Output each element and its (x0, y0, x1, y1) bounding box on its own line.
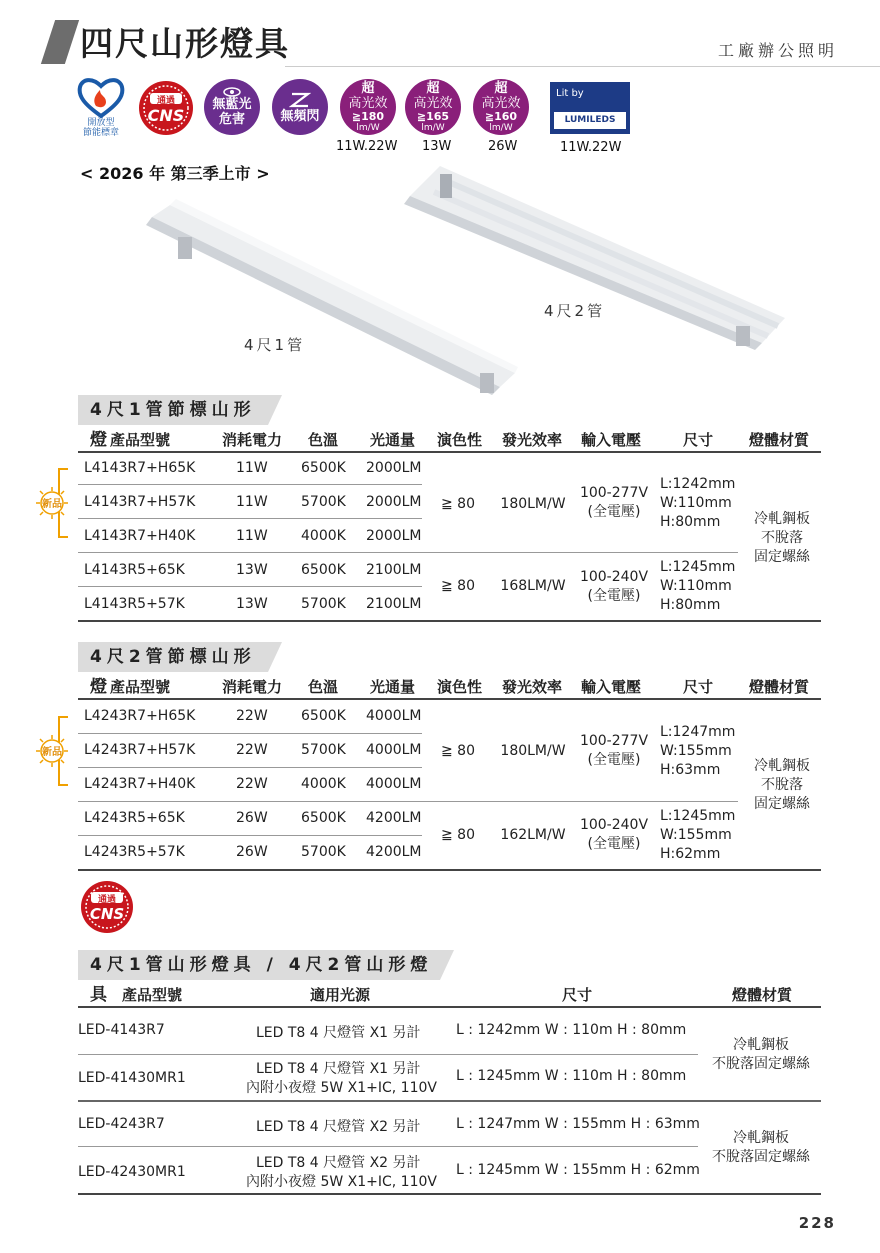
voltage-b: 100-240V (579, 569, 649, 585)
cri-b: ≧ 80 (441, 578, 475, 594)
efficacy-line2: 高光效 (413, 96, 453, 111)
size-a-l: L:1242mm (660, 476, 736, 492)
power: 13W (236, 562, 268, 578)
efficacy-caption-1: 11W.22W (336, 139, 398, 154)
size-b-h: H:62mm (660, 846, 721, 862)
size-a-h: H:63mm (660, 762, 721, 778)
efficacy-caption-2: 13W (422, 139, 452, 154)
page-header (0, 0, 880, 70)
energy-label-badge (76, 76, 126, 138)
no-blue-light-badge (204, 79, 260, 135)
size-a-l: L:1247mm (660, 724, 736, 740)
efficacy-line1: 超 (426, 81, 440, 96)
power: 26W (236, 844, 268, 860)
col-size: 尺寸 (683, 431, 714, 449)
launch-date: < 2026 年 第三季上市 > (80, 164, 270, 183)
one-tube-label: 4尺1管 (244, 336, 306, 354)
lumen: 4200LM (366, 844, 422, 860)
cns-text: CNS (89, 905, 125, 923)
col-power: 消耗電力 (222, 678, 283, 696)
new-product-label: 新品 (42, 499, 62, 510)
efficacy-line3: ≧160 (484, 110, 518, 123)
eye-icon (223, 87, 241, 97)
row-divider (78, 1054, 698, 1055)
power: 22W (236, 776, 268, 792)
model: L4143R7+H65K (84, 460, 196, 476)
power: 26W (236, 810, 268, 826)
model: LED-42430MR1 (78, 1164, 186, 1180)
row-divider (78, 484, 422, 485)
model: L4243R7+H65K (84, 708, 196, 724)
table2-bottom-rule (78, 869, 821, 871)
voltage-b: 100-240V (579, 817, 649, 833)
energy-label-line1: 開放型 (87, 118, 115, 128)
lumen: 2000LM (366, 528, 422, 544)
material-b-2: 不脫落固定螺絲 (712, 1149, 810, 1165)
cct: 5700K (301, 742, 346, 758)
col-model: 產品型號 (110, 431, 171, 449)
group-divider (78, 801, 738, 802)
model: L4243R7+H57K (84, 742, 196, 758)
lumen: 4000LM (366, 742, 422, 758)
cct: 6500K (301, 708, 346, 724)
new-product-burst (36, 487, 68, 519)
model: L4143R5+57K (84, 596, 185, 612)
voltage-note-b: (全電壓) (587, 588, 641, 604)
row-divider (78, 518, 422, 519)
lumen: 4000LM (366, 776, 422, 792)
cct: 6500K (301, 460, 346, 476)
power: 11W (236, 528, 268, 544)
table1-header (78, 427, 821, 453)
model: LED-4143R7 (78, 1022, 165, 1038)
table1 (78, 427, 821, 627)
no-flicker-text: 無頻閃 (280, 108, 320, 124)
col-cct: 色溫 (308, 431, 339, 449)
lumen: 4200LM (366, 810, 422, 826)
size-b-l: L:1245mm (660, 808, 736, 824)
energy-label-line2: 節能標章 (82, 128, 119, 138)
model: L4243R7+H40K (84, 776, 196, 792)
table2-header (78, 674, 821, 700)
size-a-w: W:110mm (660, 495, 732, 511)
material-2: 不脫落 (761, 777, 803, 793)
size-a-h: H:80mm (660, 514, 721, 530)
efficacy-line1: 超 (494, 81, 508, 96)
cct: 5700K (301, 596, 346, 612)
size-b-w: W:155mm (660, 827, 732, 843)
efficacy-line2: 高光效 (481, 96, 521, 111)
model: L4143R5+65K (84, 562, 185, 578)
efficacy-line3: ≧180 (351, 110, 385, 123)
size-b-l: L:1245mm (660, 559, 736, 575)
size: L : 1245mm W : 155mm H : 62mm (456, 1162, 700, 1178)
material-1: 冷軋鋼板 (754, 511, 810, 527)
material-3: 固定螺絲 (754, 549, 810, 565)
title-accent-bar (41, 20, 79, 64)
cri-a: ≧ 80 (441, 743, 475, 759)
col-lumen: 光通量 (370, 678, 416, 696)
source: LED T8 4 尺燈管 X1 另計 (256, 1025, 421, 1041)
efficacy-line3: ≧165 (416, 110, 450, 123)
group-divider (78, 1100, 821, 1102)
table3-title: 4尺1管山形燈具 / 4尺2管山形燈具 (78, 950, 440, 980)
power: 22W (236, 742, 268, 758)
efficacy-caption-3: 26W (488, 139, 518, 154)
source: LED T8 4 尺燈管 X2 另計 (256, 1119, 421, 1135)
cct: 6500K (301, 810, 346, 826)
col-source: 適用光源 (310, 986, 371, 1004)
cct: 4000K (301, 776, 346, 792)
model: L4143R7+H40K (84, 528, 196, 544)
efficacy-line1: 超 (361, 81, 375, 96)
material-a-1: 冷軋鋼板 (733, 1037, 789, 1053)
lumileds-badge (550, 82, 630, 134)
cns-text: CNS (147, 106, 185, 125)
lumen: 2000LM (366, 494, 422, 510)
efficacy-unit: lm/W (421, 123, 445, 133)
voltage-note-a: (全電壓) (587, 504, 641, 520)
cns-badge (138, 80, 194, 136)
no-flicker-badge (272, 79, 328, 135)
material-2: 不脫落 (761, 530, 803, 546)
cns-pass-text: 通過 (156, 96, 175, 106)
col-material: 燈體材質 (732, 986, 793, 1004)
efficacy-a: 180LM/W (500, 743, 566, 759)
col-efficacy: 發光效率 (502, 678, 563, 696)
cri-b: ≧ 80 (441, 827, 475, 843)
category-label: 工廠辦公照明 (717, 41, 838, 60)
efficacy-badge-180 (340, 79, 396, 135)
size: L : 1242mm W : 110m H : 80mm (456, 1022, 687, 1038)
table3-header (78, 982, 821, 1008)
cct: 5700K (301, 844, 346, 860)
model: LED-41430MR1 (78, 1070, 186, 1086)
col-cct: 色溫 (308, 678, 339, 696)
table2 (78, 674, 821, 874)
source-line2: 內附小夜燈 5W X1+IC, 110V (246, 1174, 437, 1190)
row-divider (78, 586, 422, 587)
efficacy-badge-160 (473, 79, 529, 135)
size: L : 1245mm W : 110m H : 80mm (456, 1068, 687, 1084)
col-model: 產品型號 (122, 986, 183, 1004)
header-divider (285, 66, 880, 67)
page-title: 四尺山形燈具 (80, 24, 290, 63)
no-blue-line1: 無藍光 (212, 97, 252, 112)
model: L4243R5+65K (84, 810, 185, 826)
source-line1: LED T8 4 尺燈管 X1 另計 (256, 1061, 421, 1077)
page-number: 228 (798, 1214, 836, 1232)
table1-title: 4尺1管節標山形燈 (78, 395, 268, 425)
model: L4143R7+H57K (84, 494, 196, 510)
group-divider (78, 552, 738, 553)
col-material: 燈體材質 (749, 431, 810, 449)
col-power: 消耗電力 (222, 431, 283, 449)
cri-a: ≧ 80 (441, 496, 475, 512)
efficacy-unit: lm/W (356, 123, 380, 133)
col-voltage: 輸入電壓 (581, 431, 642, 449)
lumen: 2000LM (366, 460, 422, 476)
model: L4243R5+57K (84, 844, 185, 860)
col-cri: 演色性 (437, 431, 483, 449)
model: LED-4243R7 (78, 1116, 165, 1132)
lumen: 2100LM (366, 596, 422, 612)
power: 13W (236, 596, 268, 612)
row-divider (78, 767, 422, 768)
two-tube-label: 4尺2管 (544, 302, 606, 320)
efficacy-b: 162LM/W (500, 827, 566, 843)
material-3: 固定螺絲 (754, 796, 810, 812)
power: 11W (236, 460, 268, 476)
col-model: 產品型號 (110, 678, 171, 696)
voltage-note-b: (全電壓) (587, 836, 641, 852)
lumileds-litby: Lit by (556, 88, 584, 99)
two-tube-lamp-image (400, 158, 790, 353)
power: 11W (236, 494, 268, 510)
voltage-a: 100-277V (579, 733, 649, 749)
lumileds-brand: LUMILEDS (554, 112, 626, 129)
material-1: 冷軋鋼板 (754, 758, 810, 774)
cns-seal-large (80, 880, 134, 934)
col-cri: 演色性 (437, 678, 483, 696)
efficacy-unit: lm/W (489, 123, 513, 133)
material-a-2: 不脫落固定螺絲 (712, 1056, 810, 1072)
voltage-a: 100-277V (579, 485, 649, 501)
col-material: 燈體材質 (749, 678, 810, 696)
lumileds-caption: 11W.22W (560, 140, 622, 155)
table3 (78, 982, 821, 1197)
voltage-note-a: (全電壓) (587, 752, 641, 768)
no-blue-line2: 危害 (218, 112, 245, 127)
cct: 5700K (301, 494, 346, 510)
row-divider (78, 835, 422, 836)
efficacy-a: 180LM/W (500, 496, 566, 512)
material-b-1: 冷軋鋼板 (733, 1130, 789, 1146)
cns-pass-text: 通過 (97, 895, 116, 905)
lumen: 2100LM (366, 562, 422, 578)
size-a-w: W:155mm (660, 743, 732, 759)
source-line1: LED T8 4 尺燈管 X2 另計 (256, 1155, 421, 1171)
table3-bottom-rule (78, 1193, 821, 1195)
cct: 4000K (301, 528, 346, 544)
energy-heart-icon (76, 76, 126, 118)
table2-title: 4尺2管節標山形燈 (78, 642, 268, 672)
col-size: 尺寸 (562, 986, 593, 1004)
col-lumen: 光通量 (370, 431, 416, 449)
new-product-burst (36, 735, 68, 767)
lumen: 4000LM (366, 708, 422, 724)
col-size: 尺寸 (683, 678, 714, 696)
table1-bottom-rule (78, 620, 821, 622)
efficacy-b: 168LM/W (500, 578, 566, 594)
cct: 6500K (301, 562, 346, 578)
col-efficacy: 發光效率 (502, 431, 563, 449)
row-divider (78, 733, 422, 734)
efficacy-badge-165 (405, 79, 461, 135)
flicker-wave-icon (289, 91, 311, 109)
size: L : 1247mm W : 155mm H : 63mm (456, 1116, 700, 1132)
new-product-label: 新品 (42, 747, 62, 758)
efficacy-line2: 高光效 (348, 96, 388, 111)
col-voltage: 輸入電壓 (581, 678, 642, 696)
size-b-w: W:110mm (660, 578, 732, 594)
row-divider (78, 1146, 698, 1147)
size-b-h: H:80mm (660, 597, 721, 613)
source-line2: 內附小夜燈 5W X1+IC, 110V (246, 1080, 437, 1096)
power: 22W (236, 708, 268, 724)
